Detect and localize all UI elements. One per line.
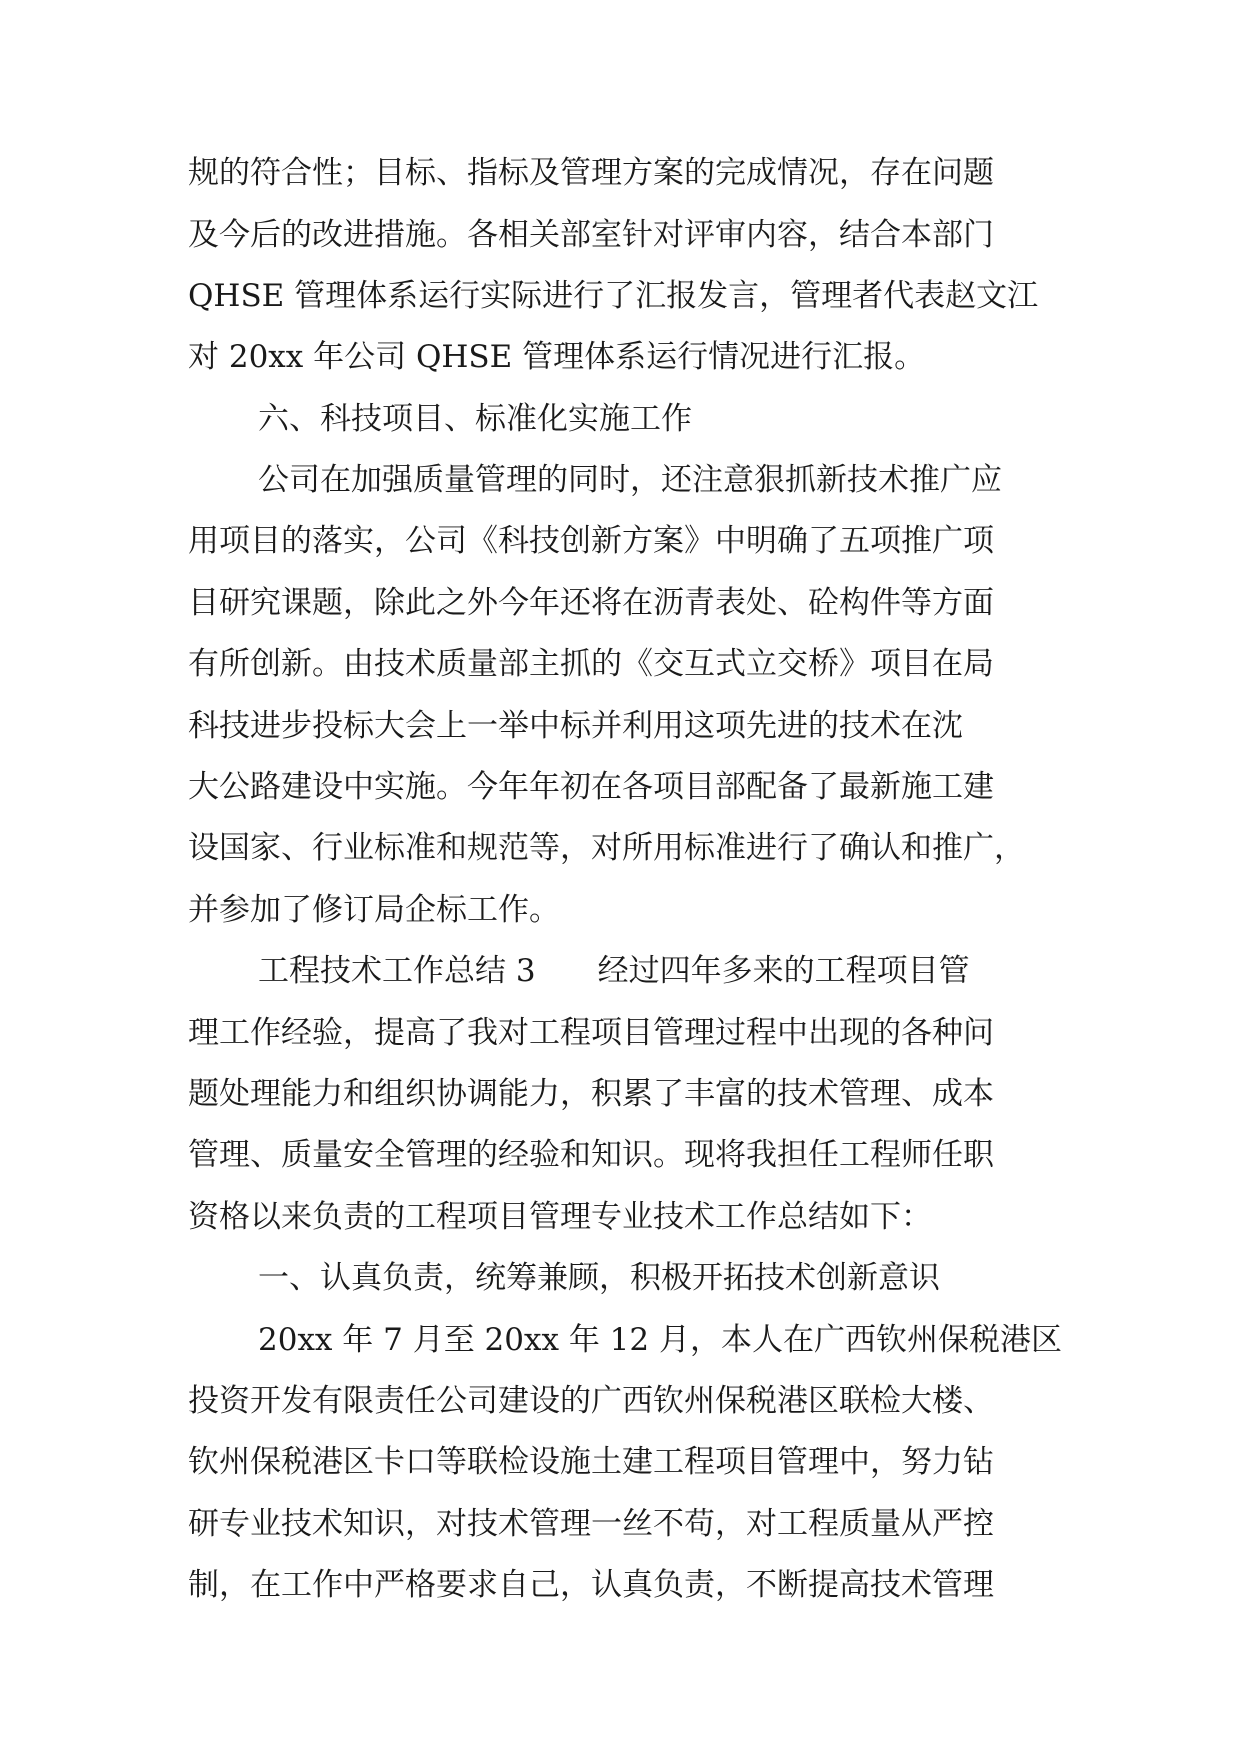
text-line: [0, 1187, 1241, 1247]
section-heading: [0, 941, 1241, 1001]
text-line: [0, 327, 1241, 387]
line-text: 六、科技项目、标准化实施工作: [258, 401, 692, 437]
text-line: [0, 1555, 1241, 1615]
text-line: [0, 1003, 1241, 1063]
line-text: 工程技术工作总结 3 经过四年多来的工程项目管: [258, 953, 970, 989]
line-text: 20xx 年 7 月至 20xx 年 12 月，本人在广西钦州保税港区: [258, 1322, 1062, 1358]
section-heading: [0, 389, 1241, 449]
text-line: [0, 634, 1241, 694]
line-text: 理工作经验，提高了我对工程项目管理过程中出现的各种问: [188, 1015, 994, 1051]
text-line: [0, 880, 1241, 940]
text-line: [0, 1064, 1241, 1124]
line-text: 题处理能力和组织协调能力，积累了丰富的技术管理、成本: [188, 1076, 994, 1112]
text-line: [0, 511, 1241, 571]
text-line: [0, 205, 1241, 265]
line-text: 设国家、行业标准和规范等，对所用标准进行了确认和推广，: [188, 830, 1025, 866]
text-line: [0, 818, 1241, 878]
line-text: 管理、质量安全管理的经验和知识。现将我担任工程师任职: [188, 1137, 994, 1173]
text-line: [0, 573, 1241, 633]
line-text: 对 20xx 年公司 QHSE 管理体系运行情况进行汇报。: [188, 339, 926, 375]
line-text: QHSE 管理体系运行实际进行了汇报发言，管理者代表赵文江: [188, 278, 1039, 314]
text-line: [0, 1432, 1241, 1492]
line-text: 科技进步投标大会上一举中标并利用这项先进的技术在沈: [188, 708, 963, 744]
line-text: 制，在工作中严格要求自己，认真负责，不断提高技术管理: [188, 1567, 994, 1603]
line-text: 并参加了修订局企标工作。: [188, 892, 560, 928]
text-line: [0, 696, 1241, 756]
text-line: [0, 757, 1241, 817]
text-line: [0, 1310, 1241, 1370]
text-line: [0, 143, 1241, 203]
line-text: 及今后的改进措施。各相关部室针对评审内容，结合本部门: [188, 217, 994, 253]
line-text: 钦州保税港区卡口等联检设施土建工程项目管理中，努力钻: [188, 1444, 994, 1480]
line-text: 研专业技术知识，对技术管理一丝不苟，对工程质量从严控: [188, 1506, 994, 1542]
text-line: [0, 1494, 1241, 1554]
line-text: 用项目的落实，公司《科技创新方案》中明确了五项推广项: [188, 523, 994, 559]
text-line: [0, 1125, 1241, 1185]
text-line: [0, 450, 1241, 510]
text-line: [0, 1371, 1241, 1431]
section-heading: [0, 1248, 1241, 1308]
line-text: 目研究课题，除此之外今年还将在沥青表处、砼构件等方面: [188, 585, 994, 621]
line-text: 投资开发有限责任公司建设的广西钦州保税港区联检大楼、: [188, 1383, 994, 1419]
line-text: 有所创新。由技术质量部主抓的《交互式立交桥》项目在局: [188, 646, 994, 682]
line-text: 资格以来负责的工程项目管理专业技术工作总结如下：: [188, 1199, 932, 1235]
text-line: [0, 266, 1241, 326]
line-text: 公司在加强质量管理的同时，还注意狠抓新技术推广应: [258, 462, 1002, 498]
line-text: 一、认真负责，统筹兼顾，积极开拓技术创新意识: [258, 1260, 940, 1296]
line-text: 规的符合性；目标、指标及管理方案的完成情况，存在问题: [188, 155, 994, 191]
line-text: 大公路建设中实施。今年年初在各项目部配备了最新施工建: [188, 769, 994, 805]
